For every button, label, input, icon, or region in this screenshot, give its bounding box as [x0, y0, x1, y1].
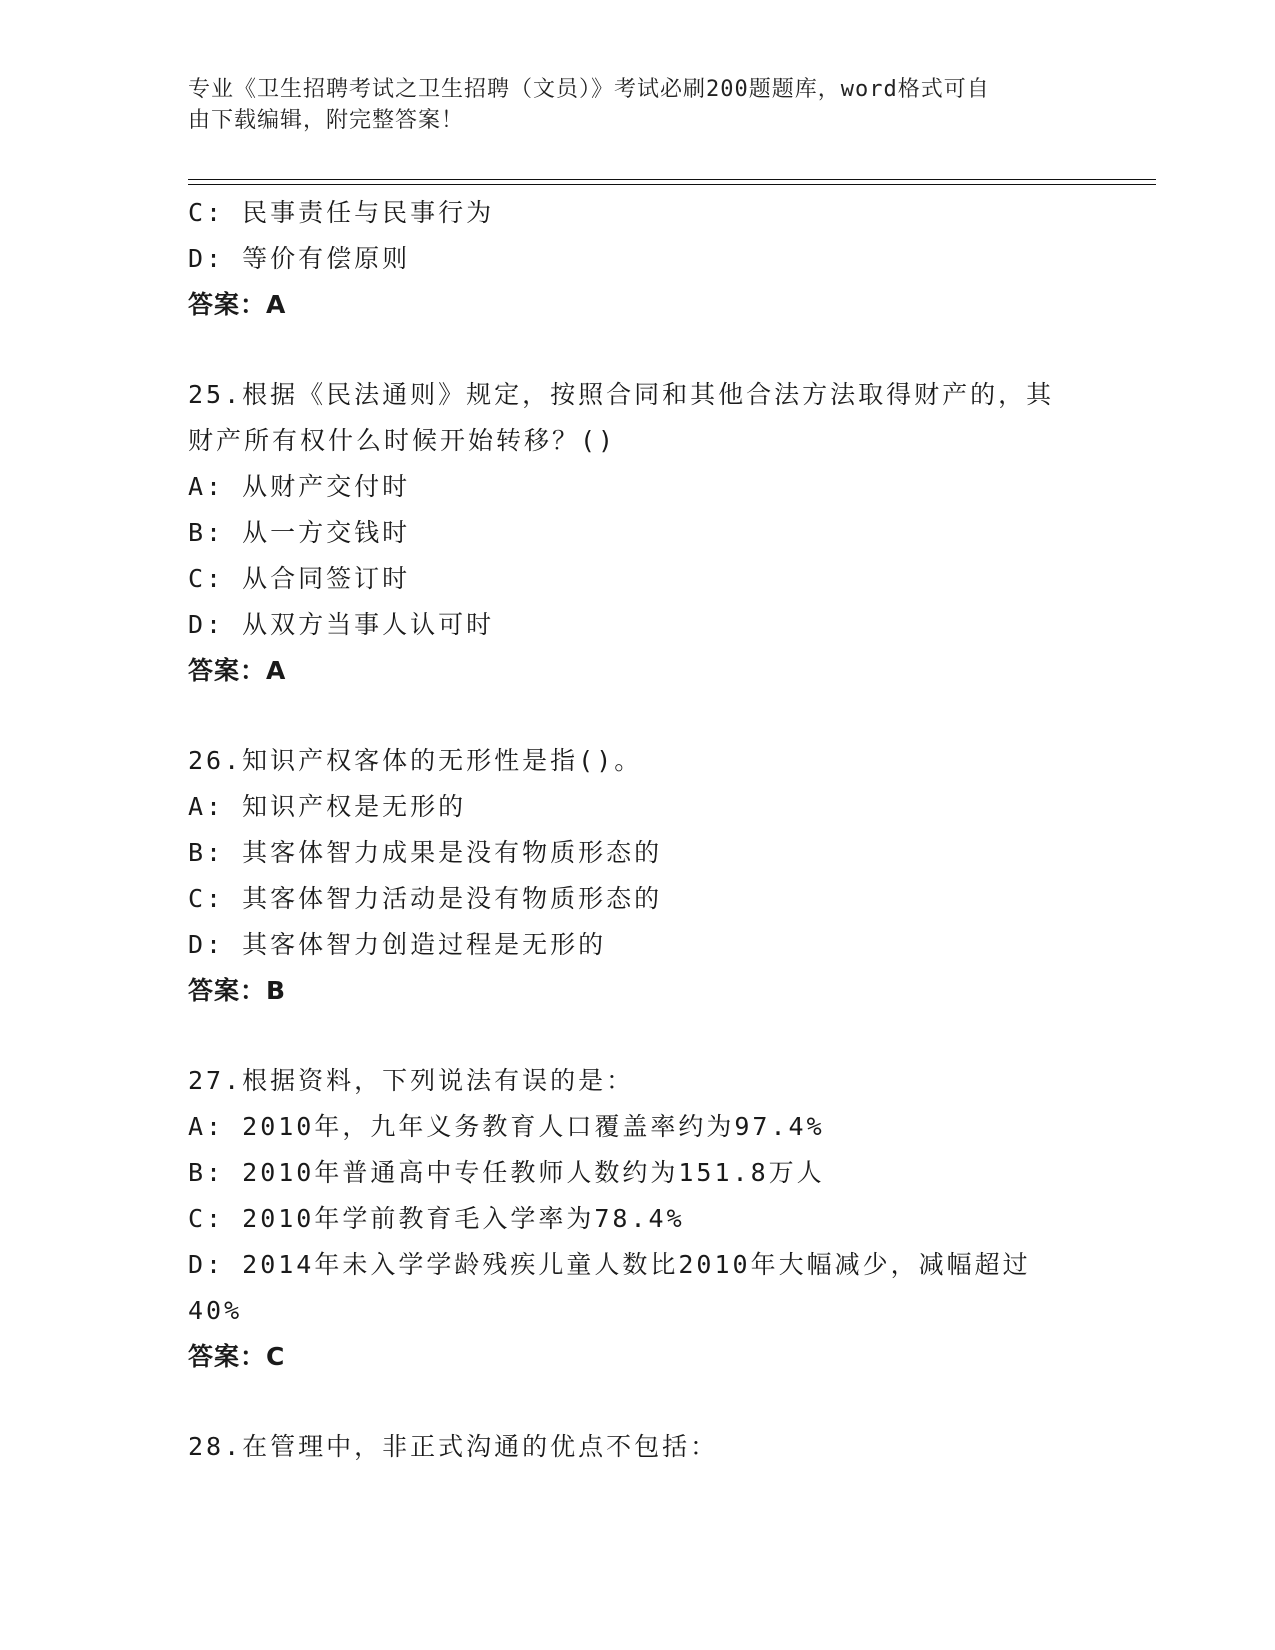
option-a: A: 2010年，九年义务教育人口覆盖率约为97.4% [188, 1112, 825, 1141]
question-list [188, 190, 1088, 1470]
answer-label: 答案：A [188, 290, 287, 319]
answer-label: 答案：A [188, 656, 287, 685]
header-rule-top [188, 179, 1156, 180]
question-block-24 [188, 190, 1088, 328]
question-stem: 25.根据《民法通则》规定，按照合同和其他合法方法取得财产的，其 [188, 380, 1055, 409]
option-d: D: 其客体智力创造过程是无形的 [188, 930, 607, 959]
header-line-1: 专业《卫生招聘考试之卫生招聘（文员）》考试必刷200题题库，word格式可自 [188, 77, 990, 102]
question-block-28 [188, 1424, 1088, 1470]
question-block-25 [188, 372, 1088, 694]
question-stem-continued: 财产所有权什么时候开始转移？() [188, 426, 617, 455]
option-b: B: 从一方交钱时 [188, 518, 411, 547]
question-block-26 [188, 738, 1088, 1014]
option-b: B: 2010年普通高中专任教师人数约为151.8万人 [188, 1158, 825, 1187]
option-d: D: 从双方当事人认可时 [188, 610, 495, 639]
option-d: D: 2014年未入学学龄残疾儿童人数比2010年大幅减少，减幅超过 [188, 1250, 1031, 1279]
question-stem: 28.在管理中，非正式沟通的优点不包括： [188, 1432, 719, 1461]
question-block-27 [188, 1058, 1088, 1380]
document-header [188, 74, 1068, 136]
question-stem: 27.根据资料，下列说法有误的是： [188, 1066, 635, 1095]
header-rule-bottom [188, 184, 1156, 185]
option-c: C: 民事责任与民事行为 [188, 198, 495, 227]
answer-label: 答案：C [188, 1342, 286, 1371]
option-d-continued: 40% [188, 1296, 243, 1325]
option-a: A: 从财产交付时 [188, 472, 411, 501]
option-d: D: 等价有偿原则 [188, 244, 411, 273]
option-a: A: 知识产权是无形的 [188, 792, 467, 821]
option-c: C: 从合同签订时 [188, 564, 411, 593]
header-line-2: 由下载编辑，附完整答案！ [188, 108, 465, 133]
option-c: C: 2010年学前教育毛入学率为78.4% [188, 1204, 685, 1233]
option-c: C: 其客体智力活动是没有物质形态的 [188, 884, 663, 913]
answer-label: 答案：B [188, 976, 287, 1005]
question-stem: 26.知识产权客体的无形性是指()。 [188, 746, 643, 775]
option-b: B: 其客体智力成果是没有物质形态的 [188, 838, 663, 867]
